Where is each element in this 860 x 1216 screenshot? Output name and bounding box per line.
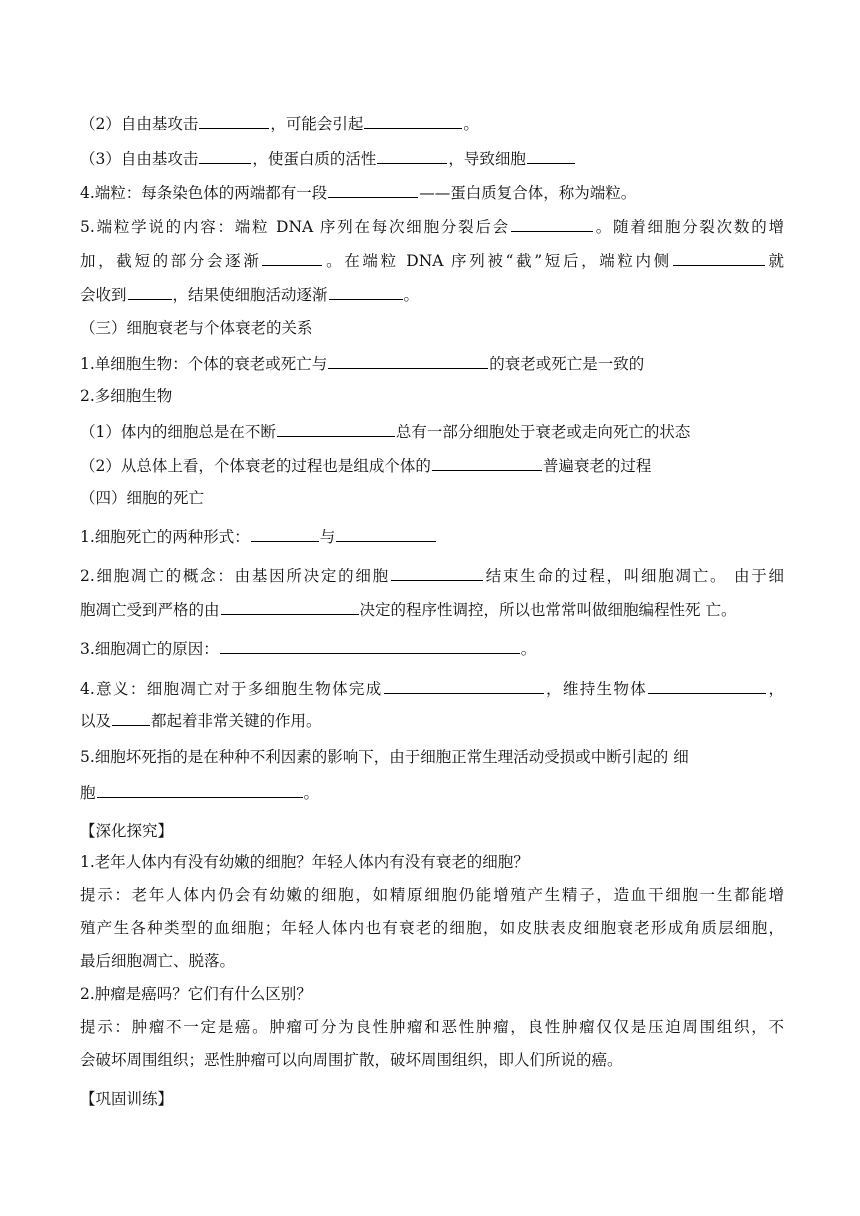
fill-blank[interactable]: [128, 282, 172, 300]
answer-1-line-3: [80, 950, 784, 972]
fill-blank[interactable]: [432, 453, 542, 471]
line-text: 都起着非常关键的作用。: [151, 712, 322, 730]
answer-text: 提示：肿瘤不一定是癌。肿瘤可分为良性肿瘤和恶性肿瘤，良性肿瘤仅仅是压迫周围组织，不: [80, 1018, 784, 1036]
line-text: 5.端粒学说的内容：端粒 DNA 序列在每次细胞分裂后会: [80, 218, 510, 236]
line-text: 总有一部分细胞处于衰老或走向死亡的状态: [395, 423, 691, 441]
fill-blank[interactable]: [511, 214, 593, 232]
line-text: ，可能会引起: [270, 115, 364, 133]
section-title: （四）细胞的死亡: [80, 489, 205, 507]
line-text: 的衰老或死亡是一致的: [489, 355, 645, 373]
text-line-apoptosis-concept: [80, 563, 784, 585]
line-text: 胞凋亡受到严格的由: [80, 601, 220, 619]
text-line-significance: [80, 676, 784, 698]
fill-blank[interactable]: [329, 282, 403, 300]
line-text: 5.细胞坏死指的是在种种不利因素的影响下，由于细胞正常生理活动受损或中断引起的 细: [80, 748, 689, 766]
text-line-unicellular: [80, 351, 784, 373]
fill-blank[interactable]: [251, 524, 319, 542]
text-line-apoptosis-cause: [80, 636, 784, 658]
answer-2-line-1: [80, 1016, 784, 1038]
line-text: 。随着细胞分裂次数的增: [593, 218, 784, 236]
line-text: ——蛋白质复合体，称为端粒。: [419, 184, 637, 202]
section-title: （三）细胞衰老与个体衰老的关系: [80, 319, 313, 337]
line-text: 4.意义：细胞凋亡对于多细胞生物体完成: [80, 680, 383, 698]
fill-blank[interactable]: [364, 111, 462, 129]
text-line-free-radical-3: [80, 146, 784, 168]
fill-blank[interactable]: [328, 351, 488, 369]
text-line-multicellular: [80, 385, 784, 407]
text-line-telomere-theory-cont: [80, 248, 784, 270]
answer-text: 会破坏周围组织；恶性肿瘤可以向周围扩散，破坏周围组织，即人们所说的癌。: [80, 1051, 623, 1069]
line-text: 加，截短的部分会逐渐: [80, 252, 262, 270]
fill-blank[interactable]: [384, 676, 544, 694]
text-line-necrosis-cont: [80, 780, 784, 802]
fill-blank[interactable]: [673, 248, 765, 266]
answer-text: 殖产生各种类型的血细胞；年轻人体内也有衰老的细胞，如皮肤表皮细胞衰老形成角质层细胞，: [80, 919, 784, 937]
fill-blank[interactable]: [221, 597, 359, 615]
line-text: （2）自由基攻击: [80, 115, 199, 133]
text-line-free-radical-2: [80, 111, 784, 133]
section-heading-consolidate: [80, 1088, 784, 1110]
fill-blank[interactable]: [97, 780, 303, 798]
fill-blank[interactable]: [220, 636, 520, 654]
fill-blank[interactable]: [648, 676, 766, 694]
line-text: （3）自由基攻击: [80, 150, 199, 168]
section-heading-deepen: [80, 820, 784, 842]
line-text: 以及: [80, 712, 112, 730]
line-text: 。: [520, 640, 537, 658]
line-text: 。: [403, 286, 420, 304]
fill-blank[interactable]: [391, 563, 483, 581]
section-title: 【巩固训练】: [80, 1090, 174, 1108]
answer-text: 提示：老年人体内仍会有幼嫩的细胞，如精原细胞仍能增殖产生精子，造血干细胞一生都能增: [80, 886, 784, 904]
fill-blank[interactable]: [336, 524, 436, 542]
answer-1-line-1: [80, 884, 784, 906]
line-text: 。在端粒 DNA 序列被“截”短后，端粒内侧: [323, 252, 672, 270]
line-text: 就: [765, 252, 784, 270]
fill-blank[interactable]: [377, 146, 447, 164]
section-heading-4: [80, 487, 784, 509]
fill-blank[interactable]: [527, 146, 575, 164]
text-line-telomere-theory: [80, 214, 784, 236]
line-text: 2.多细胞生物: [80, 387, 173, 405]
fill-blank[interactable]: [262, 248, 322, 266]
line-text: 胞: [80, 784, 96, 802]
question-text: 1.老年人体内有没有幼嫩的细胞？年轻人体内有没有衰老的细胞？: [80, 853, 529, 871]
fill-blank[interactable]: [199, 111, 269, 129]
text-line-significance-cont: [80, 708, 784, 730]
line-text: ，: [767, 680, 784, 698]
fill-blank[interactable]: [328, 180, 418, 198]
text-line-multicellular-1: [80, 419, 784, 441]
line-text: 。: [303, 784, 320, 802]
line-text: 会收到: [80, 286, 127, 304]
question-2: [80, 983, 784, 1005]
line-text: 结束生命的过程，叫细胞凋亡。 由于细: [483, 567, 784, 585]
fill-blank[interactable]: [199, 146, 251, 164]
line-text: 普遍衰老的过程: [542, 457, 652, 475]
section-heading-3: [80, 317, 784, 339]
line-text: （1）体内的细胞总是在不断: [80, 423, 276, 441]
line-text: ，结果使细胞活动逐渐: [172, 286, 328, 304]
text-line-multicellular-2: [80, 453, 784, 475]
text-line-telomere: [80, 180, 784, 202]
line-text: 决定的程序性调控，所以也常常叫做细胞编程性死 亡。: [359, 601, 737, 619]
question-1: [80, 851, 784, 873]
line-text: 1.单细胞生物：个体的衰老或死亡与: [80, 355, 328, 373]
text-line-telomere-theory-end: [80, 282, 784, 304]
text-line-necrosis: [80, 746, 784, 768]
fill-blank[interactable]: [112, 708, 150, 726]
text-line-apoptosis-concept-cont: [80, 597, 784, 619]
answer-text: 最后细胞凋亡、脱落。: [80, 952, 236, 970]
line-text: （2）从总体上看，个体衰老的过程也是组成个体的: [80, 457, 431, 475]
line-text: 与: [319, 528, 336, 546]
line-text: 3.细胞凋亡的原因：: [80, 640, 219, 658]
line-text: 1.细胞死亡的两种形式：: [80, 528, 250, 546]
answer-2-line-2: [80, 1049, 784, 1071]
answer-1-line-2: [80, 917, 784, 939]
line-text: ，维持生物体: [544, 680, 648, 698]
question-text: 2.肿瘤是癌吗？它们有什么区别？: [80, 985, 312, 1003]
text-line-death-forms: [80, 524, 784, 546]
line-text: 4.端粒：每条染色体的两端都有一段: [80, 184, 328, 202]
line-text: ，导致细胞: [448, 150, 526, 168]
line-text: ，使蛋白质的活性: [252, 150, 377, 168]
section-title: 【深化探究】: [80, 822, 174, 840]
line-text: 2.细胞凋亡的概念：由基因所决定的细胞: [80, 567, 390, 585]
fill-blank[interactable]: [277, 419, 395, 437]
line-text: 。: [463, 115, 479, 133]
